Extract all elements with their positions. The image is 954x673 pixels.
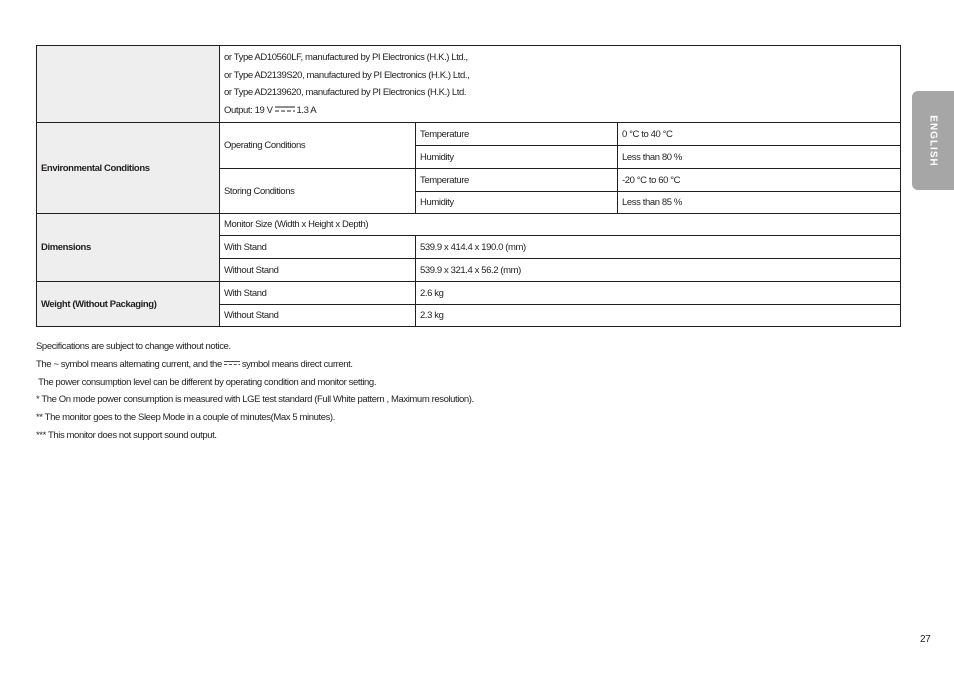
note-power-consumption: The power consumption level can be different by operating condition and monitor setting. <box>36 376 377 388</box>
adapter-type-line-1: or Type AD10560LF, manufactured by PI Electronics (H.K.) Ltd., <box>224 52 468 63</box>
storing-temperature-label: Temperature <box>416 169 618 192</box>
note-current-symbols <box>36 356 896 374</box>
page-number: 27 <box>920 634 931 645</box>
storing-humidity-label: Humidity <box>416 192 618 214</box>
note-sleep-mode: ** The monitor goes to the Sleep Mode in a couple of minutes(Max 5 minutes). <box>36 412 335 424</box>
output-label: Output: 19 V <box>224 104 273 116</box>
language-label: ENGLISH <box>927 114 939 167</box>
table-row <box>37 123 901 146</box>
environmental-conditions-header: Environmental Conditions <box>37 123 220 214</box>
adapter-type-line-2: or Type AD2139S20, manufactured by PI Electronics (H.K.) Ltd., <box>224 69 470 81</box>
operating-temperature-label: Temperature <box>416 123 618 146</box>
dimensions-without-stand-value: 539.9 x 321.4 x 56.2 (mm) <box>416 259 901 282</box>
language-side-tab <box>912 91 954 190</box>
power-supply-row <box>37 46 901 123</box>
specifications-table <box>36 45 901 327</box>
direct-current-icon <box>275 106 295 112</box>
storing-conditions-label: Storing Conditions <box>220 169 416 214</box>
specification-notes <box>36 338 896 445</box>
operating-temperature-value: 0 °C to 40 °C <box>618 123 901 146</box>
weight-with-stand-label: With Stand <box>220 282 416 305</box>
storing-temperature-value: -20 °C to 60 °C <box>618 169 901 192</box>
dimensions-with-stand-value: 539.9 x 414.4 x 190.0 (mm) <box>416 236 901 259</box>
weight-without-stand-label: Without Stand <box>220 305 416 327</box>
operating-conditions-label: Operating Conditions <box>220 123 416 169</box>
note-on-mode-measurement: * The On mode power consumption is measured with LGE test standard (Full White pattern , Maximum resolution). <box>36 394 474 406</box>
operating-humidity-label: Humidity <box>416 146 618 169</box>
power-supply-header-cell <box>37 46 220 123</box>
monitor-size-label: Monitor Size (Width x Height x Depth) <box>220 214 901 236</box>
storing-humidity-value: Less than 85 % <box>618 192 901 214</box>
operating-humidity-value: Less than 80 % <box>618 146 901 169</box>
output-value: 1.3 A <box>296 104 317 116</box>
dimensions-header: Dimensions <box>37 214 220 282</box>
dimensions-with-stand-label: With Stand <box>220 236 416 259</box>
weight-header: Weight (Without Packaging) <box>37 282 220 327</box>
dimensions-without-stand-label: Without Stand <box>220 259 416 282</box>
adapter-type-line-3: or Type AD2139620, manufactured by PI Electronics (H.K.) Ltd. <box>224 87 467 98</box>
note-current-symbols-part-2: symbol means direct current. <box>241 358 353 370</box>
weight-with-stand-value: 2.6 kg <box>416 282 901 305</box>
note-no-sound-output: *** This monitor does not support sound output. <box>36 429 217 441</box>
table-row <box>37 282 901 305</box>
note-change-without-notice: Specifications are subject to change without notice. <box>36 341 231 352</box>
direct-current-icon <box>224 360 240 366</box>
adapter-output-line <box>224 102 896 120</box>
weight-without-stand-value: 2.3 kg <box>416 305 901 327</box>
note-current-symbols-part-1: The ~ symbol means alternating current, and the <box>36 358 222 370</box>
power-supply-details-cell <box>220 46 901 123</box>
table-row <box>37 214 901 236</box>
